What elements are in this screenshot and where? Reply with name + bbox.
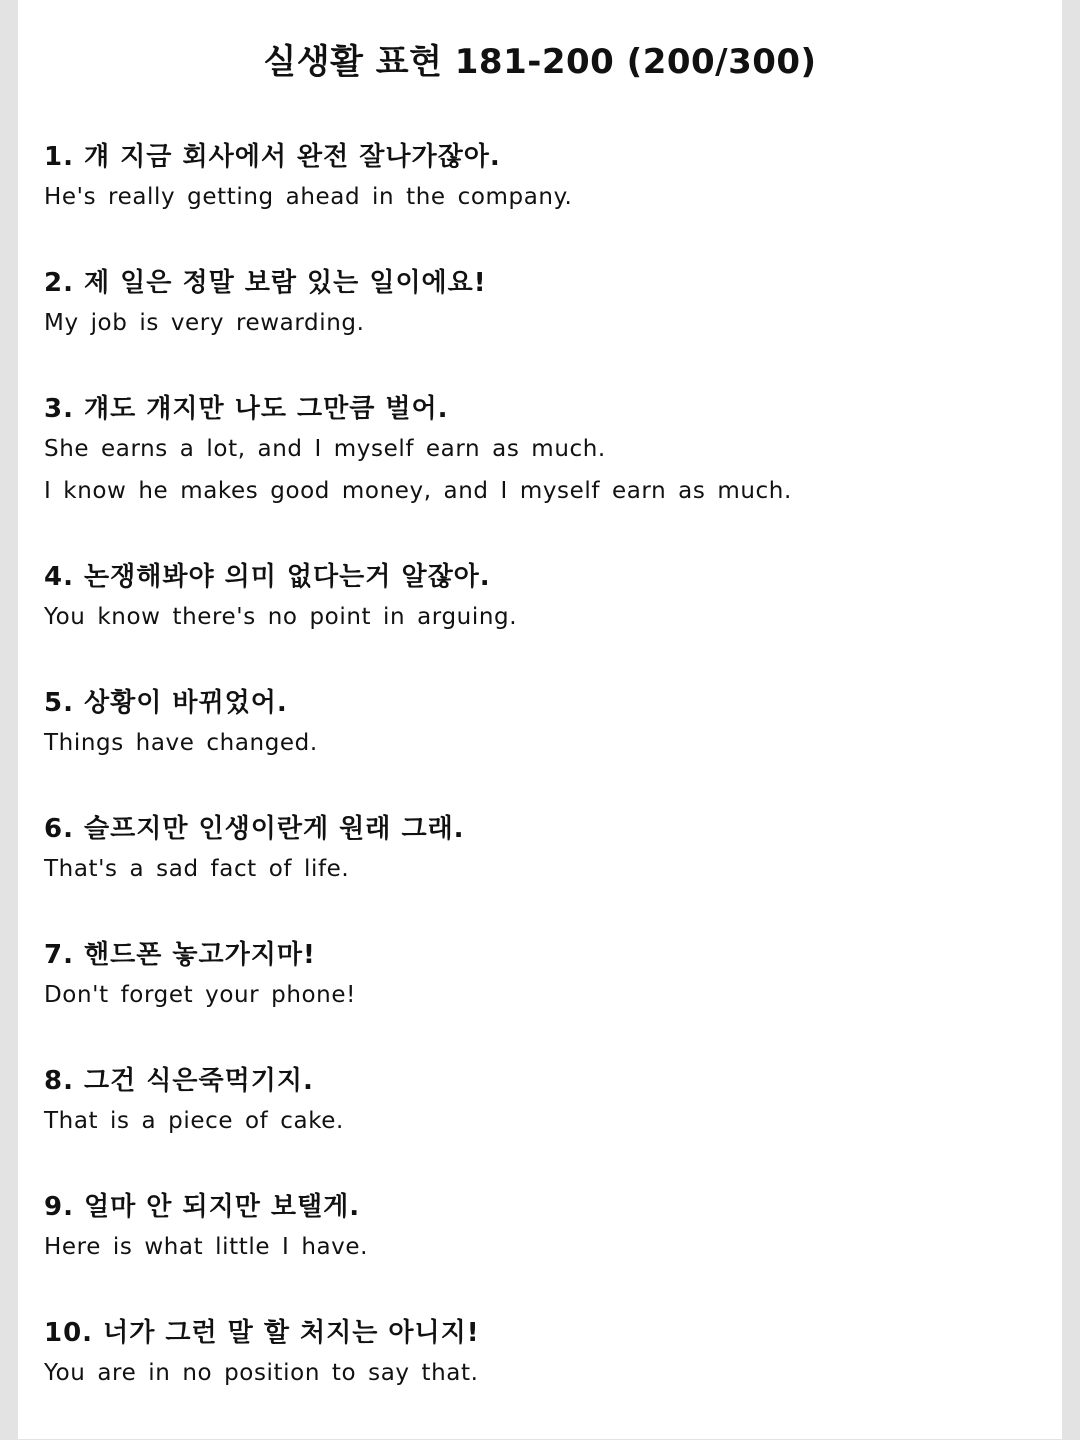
document-page [18,0,1062,1439]
english-translation: That is a piece of cake. [44,1108,344,1134]
korean-expression: 7. 핸드폰 놓고가지마! [44,940,316,970]
korean-expression: 5. 상황이 바뀌었어. [44,688,288,718]
english-translation: He's really getting ahead in the company. [44,184,573,210]
expression-entry-6 [44,810,1044,936]
korean-expression: 2. 제 일은 정말 보람 있는 일이에요! [44,268,487,298]
expression-entry-9 [44,1188,1044,1314]
english-translation: You are in no position to say that. [44,1360,479,1386]
expression-entry-4 [44,558,1044,684]
english-translation: She earns a lot, and I myself earn as much. [44,436,606,462]
english-translation: Things have changed. [44,730,318,756]
expression-list [44,138,1044,1440]
expression-entry-10 [44,1314,1044,1440]
korean-expression: 1. 걔 지금 회사에서 완전 잘나가잖아. [44,142,501,172]
korean-expression: 8. 그건 식은죽먹기지. [44,1066,314,1096]
english-translation: Here is what little I have. [44,1234,369,1260]
korean-expression: 10. 너가 그런 말 할 처지는 아니지! [44,1318,480,1348]
korean-expression: 9. 얼마 안 되지만 보탤게. [44,1192,361,1222]
english-translation: That's a sad fact of life. [44,856,350,882]
expression-entry-1 [44,138,1044,264]
expression-entry-7 [44,936,1044,1062]
page-title: 실생활 표현 181-200 (200/300) [263,42,817,82]
english-translation: My job is very rewarding. [44,310,365,336]
expression-entry-2 [44,264,1044,390]
korean-expression: 3. 걔도 걔지만 나도 그만큼 벌어. [44,394,449,424]
korean-expression: 6. 슬프지만 인생이란게 원래 그래. [44,814,465,844]
expression-entry-3 [44,390,1044,558]
expression-entry-5 [44,684,1044,810]
expression-entry-8 [44,1062,1044,1188]
korean-expression: 4. 논쟁해봐야 의미 없다는거 알잖아. [44,562,491,592]
english-translation-alt: I know he makes good money, and I myself earn as much. [44,478,792,504]
english-translation: Don't forget your phone! [44,982,356,1008]
english-translation: You know there's no point in arguing. [44,604,518,630]
